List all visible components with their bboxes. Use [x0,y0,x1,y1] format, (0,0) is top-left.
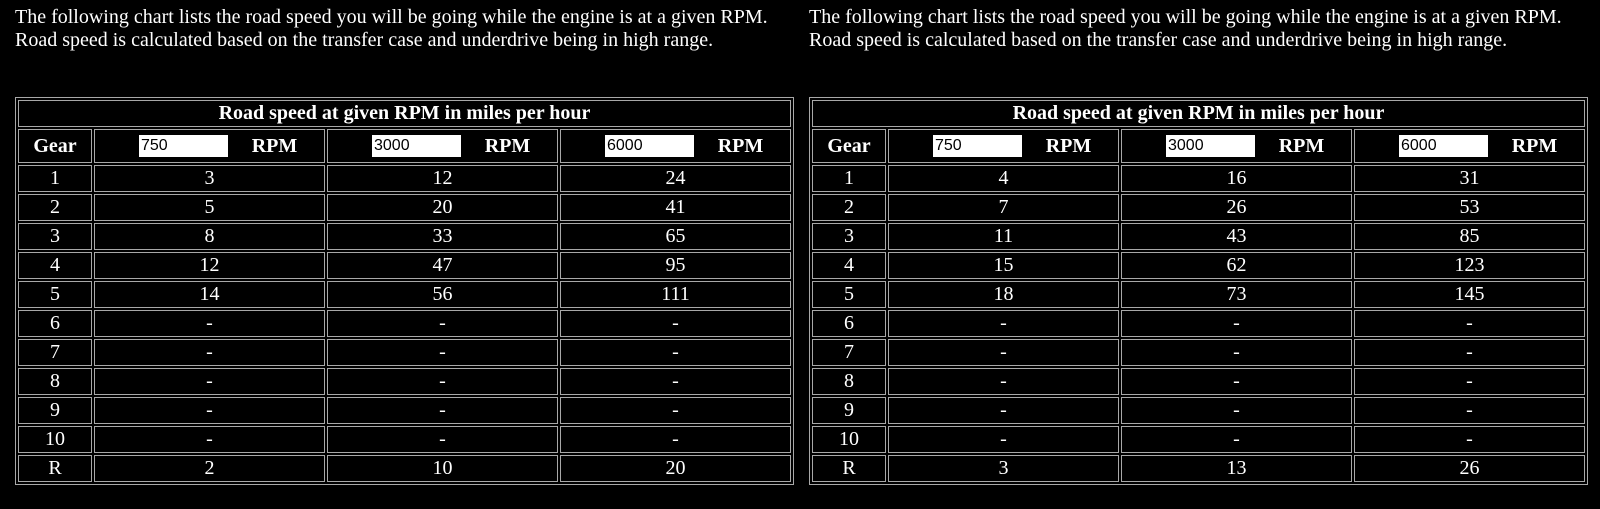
speed-cell: 31 [1354,165,1585,192]
speed-cell: - [1354,339,1585,366]
speed-cell: - [94,426,325,453]
speed-cell: 20 [327,194,558,221]
gear-cell: 6 [812,310,886,337]
speed-cell: 24 [560,165,791,192]
rpm-column-header [1121,129,1352,163]
speed-cell: - [327,397,558,424]
rpm-input[interactable] [139,135,228,157]
speed-cell: - [888,397,1119,424]
road-speed-table [809,97,1588,485]
gear-cell: 6 [18,310,92,337]
speed-cell: 7 [888,194,1119,221]
speed-cell: 5 [94,194,325,221]
table-row [812,223,1585,250]
gear-cell: 2 [18,194,92,221]
speed-cell: - [327,339,558,366]
speed-cell: - [327,426,558,453]
speed-cell: - [327,368,558,395]
table-row [812,455,1585,482]
speed-cell: - [888,339,1119,366]
speed-cell: - [888,368,1119,395]
speed-cell: 3 [888,455,1119,482]
speed-cell: 53 [1354,194,1585,221]
speed-cell: 47 [327,252,558,279]
speed-cell: 62 [1121,252,1352,279]
rpm-input[interactable] [1399,135,1488,157]
table-row [18,252,791,279]
table-row [812,426,1585,453]
speed-cell: - [560,339,791,366]
speed-cell: 14 [94,281,325,308]
speed-cell: - [1121,368,1352,395]
table-row [18,455,791,482]
speed-cell: 3 [94,165,325,192]
rpm-column-header [94,129,325,163]
rpm-unit-label: RPM [251,134,298,157]
speed-cell: - [888,310,1119,337]
speed-cell: - [94,310,325,337]
table-title-row [812,100,1585,127]
speed-cell: 26 [1121,194,1352,221]
speed-cell: 95 [560,252,791,279]
speed-cell: 10 [327,455,558,482]
speed-cell: 4 [888,165,1119,192]
speed-cell: - [888,426,1119,453]
speed-cell: 15 [888,252,1119,279]
speed-cell: - [327,310,558,337]
speed-cell: - [94,339,325,366]
speed-cell: 145 [1354,281,1585,308]
speed-cell: 123 [1354,252,1585,279]
gear-cell: 5 [18,281,92,308]
speed-cell: 20 [560,455,791,482]
speed-cell: - [1121,397,1352,424]
speed-panel-right [809,6,1589,479]
gear-cell: 1 [18,165,92,192]
speed-cell: 43 [1121,223,1352,250]
table-row [812,368,1585,395]
speed-cell: 41 [560,194,791,221]
intro-paragraph: The following chart lists the road speed you will be going while the engine is at a given RPM. Road speed is calculated based on the transfer case and underdrive being in high range. [15,6,768,51]
rpm-column-header [1354,129,1585,163]
road-speed-table [15,97,794,485]
rpm-unit-label: RPM [717,134,764,157]
gear-cell: 3 [18,223,92,250]
speed-cell: 85 [1354,223,1585,250]
gear-cell: 4 [18,252,92,279]
rpm-column-header [560,129,791,163]
rpm-unit-label: RPM [1278,134,1325,157]
gear-cell: 5 [812,281,886,308]
speed-cell: 12 [327,165,558,192]
table-row [812,194,1585,221]
gear-cell: 4 [812,252,886,279]
rpm-input[interactable] [605,135,694,157]
speed-cell: - [1121,339,1352,366]
speed-cell: - [560,426,791,453]
speed-cell: 16 [1121,165,1352,192]
speed-cell: - [1121,310,1352,337]
table-row [812,165,1585,192]
speed-cell: - [94,397,325,424]
rpm-column-header [888,129,1119,163]
table-title-row [18,100,791,127]
table-row [18,397,791,424]
speed-cell: - [1354,397,1585,424]
speed-cell: 2 [94,455,325,482]
speed-cell: - [1354,426,1585,453]
rpm-unit-label: RPM [1045,134,1092,157]
table-row [812,252,1585,279]
gear-cell: 9 [812,397,886,424]
speed-panel-left [15,6,795,479]
rpm-column-header [327,129,558,163]
gear-cell: 8 [18,368,92,395]
table-row [18,426,791,453]
speed-cell: 111 [560,281,791,308]
table-header-row [812,129,1585,163]
table-row [812,281,1585,308]
speed-cell: - [94,368,325,395]
speed-cell: 12 [94,252,325,279]
gear-cell: 1 [812,165,886,192]
gear-cell: R [18,455,92,482]
table-title: Road speed at given RPM in miles per hour [812,100,1585,127]
table-row [812,397,1585,424]
gear-cell: 2 [812,194,886,221]
table-row [18,223,791,250]
gear-cell: 7 [812,339,886,366]
gear-cell: 10 [18,426,92,453]
gear-cell: 7 [18,339,92,366]
table-row [18,339,791,366]
speed-cell: 56 [327,281,558,308]
gear-cell: R [812,455,886,482]
table-row [812,310,1585,337]
gear-cell: 9 [18,397,92,424]
rpm-input[interactable] [933,135,1022,157]
speed-cell: 65 [560,223,791,250]
rpm-input[interactable] [372,135,461,157]
table-row [18,368,791,395]
rpm-unit-label: RPM [484,134,531,157]
gear-cell: 10 [812,426,886,453]
gear-cell: 8 [812,368,886,395]
intro-paragraph: The following chart lists the road speed you will be going while the engine is at a given RPM. Road speed is calculated based on the transfer case and underdrive being in high range. [809,6,1562,51]
speed-cell: - [1354,310,1585,337]
speed-cell: 11 [888,223,1119,250]
table-row [18,194,791,221]
speed-cell: - [1121,426,1352,453]
speed-cell: 8 [94,223,325,250]
table-row [18,310,791,337]
table-row [18,281,791,308]
table-row [18,165,791,192]
speed-cell: 26 [1354,455,1585,482]
rpm-unit-label: RPM [1511,134,1558,157]
gear-column-header: Gear [18,129,92,163]
table-row [812,339,1585,366]
gear-column-header: Gear [812,129,886,163]
speed-cell: - [1354,368,1585,395]
rpm-input[interactable] [1166,135,1255,157]
speed-cell: 13 [1121,455,1352,482]
gear-cell: 3 [812,223,886,250]
speed-cell: - [560,368,791,395]
speed-cell: - [560,310,791,337]
speed-cell: 73 [1121,281,1352,308]
speed-cell: 18 [888,281,1119,308]
table-header-row [18,129,791,163]
speed-cell: - [560,397,791,424]
table-title: Road speed at given RPM in miles per hour [18,100,791,127]
speed-cell: 33 [327,223,558,250]
